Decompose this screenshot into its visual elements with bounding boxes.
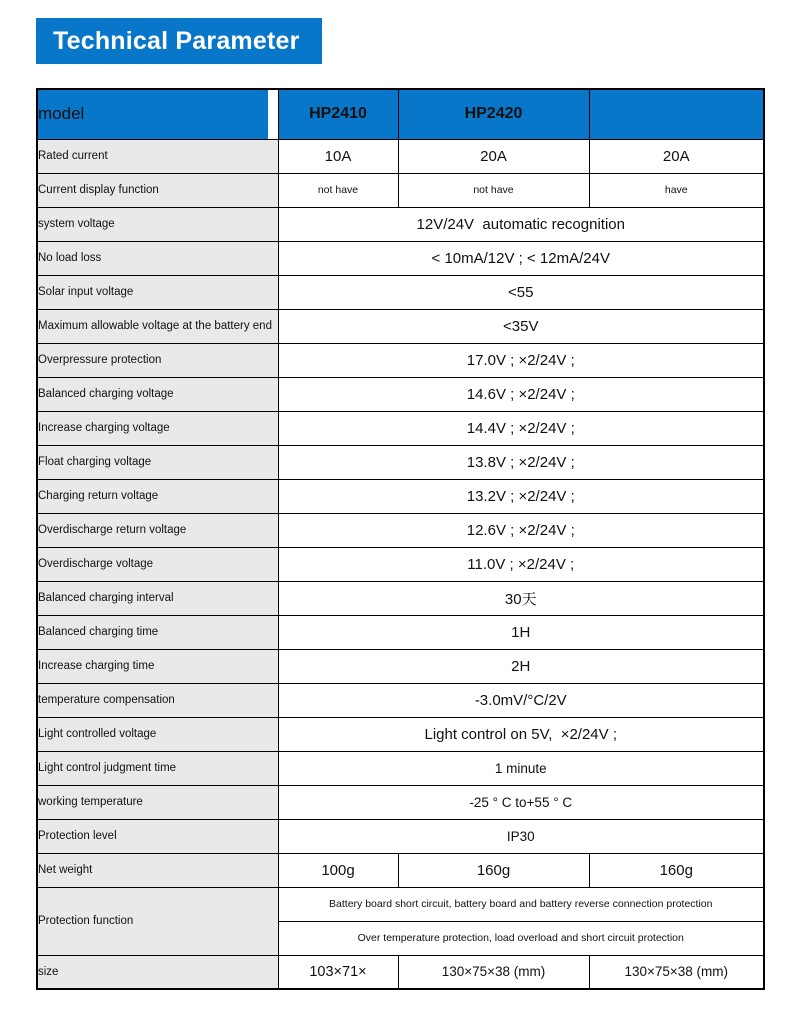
- span-value-cell: 17.0V ; ×2/24V ;: [278, 343, 764, 377]
- row-label: Overpressure protection: [37, 343, 278, 377]
- span-value-cell: 12.6V ; ×2/24V ;: [278, 513, 764, 547]
- table-row-current-display: [37, 173, 764, 207]
- table-row-light-control-judgment-time: [37, 751, 764, 785]
- table-row-balanced-charging-time: [37, 615, 764, 649]
- span-value-cell: <55: [278, 275, 764, 309]
- header-empty-cell: [589, 89, 764, 139]
- row-label: Increase charging voltage: [37, 411, 278, 445]
- table-row-overdischarge-voltage: [37, 547, 764, 581]
- value-cell: 103×71×: [278, 955, 398, 989]
- row-label: Balanced charging voltage: [37, 377, 278, 411]
- row-label: Maximum allowable voltage at the battery end: [37, 309, 278, 343]
- span-value-cell: 13.2V ; ×2/24V ;: [278, 479, 764, 513]
- span-value-cell: 13.8V ; ×2/24V ;: [278, 445, 764, 479]
- value-cell: not have: [278, 173, 398, 207]
- table-row-overdischarge-return-voltage: [37, 513, 764, 547]
- span-value-cell: 1 minute: [278, 751, 764, 785]
- value-cell: 160g: [398, 853, 589, 887]
- value-cell: 10A: [278, 139, 398, 173]
- table-row-size: [37, 955, 764, 989]
- span-value-cell: 11.0V ; ×2/24V ;: [278, 547, 764, 581]
- value-cell: 130×75×38 (mm): [589, 955, 764, 989]
- span-value-cell: 30天: [278, 581, 764, 615]
- span-value-cell: -25 ° C to+55 ° C: [278, 785, 764, 819]
- span-value-cell: <35V: [278, 309, 764, 343]
- row-label: Rated current: [37, 139, 278, 173]
- row-label: Increase charging time: [37, 649, 278, 683]
- table-row-increase-charging-time: [37, 649, 764, 683]
- table-row-solar-input-voltage: [37, 275, 764, 309]
- row-label: Float charging voltage: [37, 445, 278, 479]
- table-row-temperature-compensation: [37, 683, 764, 717]
- table-header-row: [37, 89, 764, 139]
- row-label: size: [37, 955, 278, 989]
- value-cell: 130×75×38 (mm): [398, 955, 589, 989]
- span-value-cell: IP30: [278, 819, 764, 853]
- value-cell: 160g: [589, 853, 764, 887]
- span-value-cell: Over temperature protection, load overload and short circuit protection: [278, 921, 764, 955]
- span-value-cell: 2H: [278, 649, 764, 683]
- value-cell: have: [589, 173, 764, 207]
- value-cell: 100g: [278, 853, 398, 887]
- span-value-cell: -3.0mV/°C/2V: [278, 683, 764, 717]
- row-label: working temperature: [37, 785, 278, 819]
- table-row-float-charging-voltage: [37, 445, 764, 479]
- row-label: Solar input voltage: [37, 275, 278, 309]
- row-label: Charging return voltage: [37, 479, 278, 513]
- row-label: Overdischarge voltage: [37, 547, 278, 581]
- table-row-overpressure-protection: [37, 343, 764, 377]
- row-label: No load loss: [37, 241, 278, 275]
- value-cell: 20A: [398, 139, 589, 173]
- table-row-net-weight: [37, 853, 764, 887]
- value-cell: 20A: [589, 139, 764, 173]
- span-value-cell: 12V/24V automatic recognition: [278, 207, 764, 241]
- technical-parameter-table: [36, 88, 765, 990]
- table-row-working-temperature: [37, 785, 764, 819]
- row-label: Protection function: [37, 887, 278, 955]
- table-row-max-battery-voltage: [37, 309, 764, 343]
- span-value-cell: 14.4V ; ×2/24V ;: [278, 411, 764, 445]
- row-label: temperature compensation: [37, 683, 278, 717]
- row-label: Light control judgment time: [37, 751, 278, 785]
- table-row-charging-return-voltage: [37, 479, 764, 513]
- row-label: Current display function: [37, 173, 278, 207]
- header-hp2420-cell: HP2420: [398, 89, 589, 139]
- row-label: Net weight: [37, 853, 278, 887]
- table-row-system-voltage: [37, 207, 764, 241]
- span-value-cell: 14.6V ; ×2/24V ;: [278, 377, 764, 411]
- row-label: Balanced charging interval: [37, 581, 278, 615]
- value-cell: not have: [398, 173, 589, 207]
- page-title-banner: [36, 18, 322, 64]
- header-model-cell: model: [37, 89, 278, 139]
- span-value-cell: Light control on 5V, ×2/24V ;: [278, 717, 764, 751]
- row-label: Balanced charging time: [37, 615, 278, 649]
- table-row-protection-function-1: [37, 887, 764, 921]
- table-row-balanced-charging-voltage: [37, 377, 764, 411]
- span-value-cell: < 10mA/12V ; < 12mA/24V: [278, 241, 764, 275]
- header-hp2410-cell: HP2410: [278, 89, 398, 139]
- row-label: Overdischarge return voltage: [37, 513, 278, 547]
- table-row-no-load-loss: [37, 241, 764, 275]
- span-value-cell: 1H: [278, 615, 764, 649]
- table-row-balanced-charging-interval: [37, 581, 764, 615]
- table-row-light-controlled-voltage: [37, 717, 764, 751]
- row-label: Protection level: [37, 819, 278, 853]
- row-label: Light controlled voltage: [37, 717, 278, 751]
- table-row-increase-charging-voltage: [37, 411, 764, 445]
- row-label: system voltage: [37, 207, 278, 241]
- span-value-cell: Battery board short circuit, battery board and battery reverse connection protection: [278, 887, 764, 921]
- table-row-protection-level: [37, 819, 764, 853]
- table-row-rated-current: [37, 139, 764, 173]
- page-title: Technical Parameter: [53, 26, 300, 55]
